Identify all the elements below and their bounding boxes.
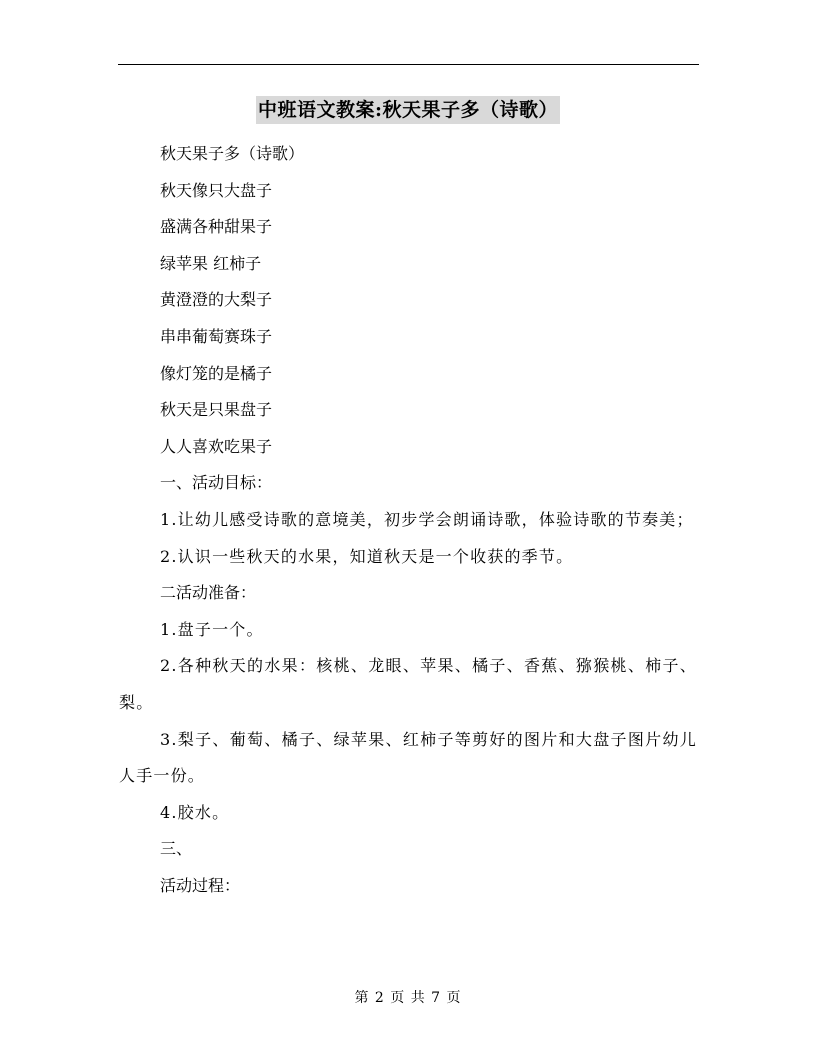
document-body bbox=[119, 136, 697, 904]
prep-item: 2.各种秋天的水果：核桃、龙眼、苹果、橘子、香蕉、猕猴桃、柿子、梨。 bbox=[119, 656, 697, 712]
poem-line: 黄澄澄的大梨子 bbox=[160, 290, 273, 310]
poem-line: 秋天像只大盘子 bbox=[160, 180, 273, 200]
prep-item: 3.梨子、葡萄、橘子、绿苹果、红柿子等剪好的图片和大盘子图片幼儿人手一份。 bbox=[119, 729, 697, 786]
poem-line: 绿苹果 红柿子 bbox=[160, 253, 262, 273]
page-number-footer: 第 2 页 共 7 页 bbox=[354, 990, 462, 1006]
poem-line: 秋天是只果盘子 bbox=[160, 400, 273, 420]
poem-line: 盛满各种甜果子 bbox=[160, 217, 273, 237]
section-heading-preparation: 二活动准备： bbox=[160, 583, 257, 603]
title-container bbox=[0, 96, 816, 124]
document-title: 中班语文教案:秋天果子多（诗歌） bbox=[256, 96, 560, 124]
header-rule bbox=[118, 64, 699, 65]
goal-item: 1.让幼儿感受诗歌的意境美，初步学会朗诵诗歌，体验诗歌的节奏美； bbox=[160, 509, 694, 529]
poem-line: 像灯笼的是橘子 bbox=[160, 363, 273, 383]
poem-line: 人人喜欢吃果子 bbox=[160, 436, 273, 456]
prep-item: 4.胶水。 bbox=[160, 802, 230, 822]
section-heading-goals: 一、活动目标： bbox=[160, 473, 273, 493]
poem-line: 秋天果子多（诗歌） bbox=[160, 144, 305, 163]
section-heading-process: 三、 bbox=[160, 839, 193, 859]
section-subheading-process: 活动过程： bbox=[160, 875, 241, 895]
goal-item: 2.认识一些秋天的水果，知道秋天是一个收获的季节。 bbox=[160, 546, 574, 566]
poem-line: 串串葡萄赛珠子 bbox=[160, 326, 273, 346]
prep-item: 1.盘子一个。 bbox=[160, 619, 264, 639]
